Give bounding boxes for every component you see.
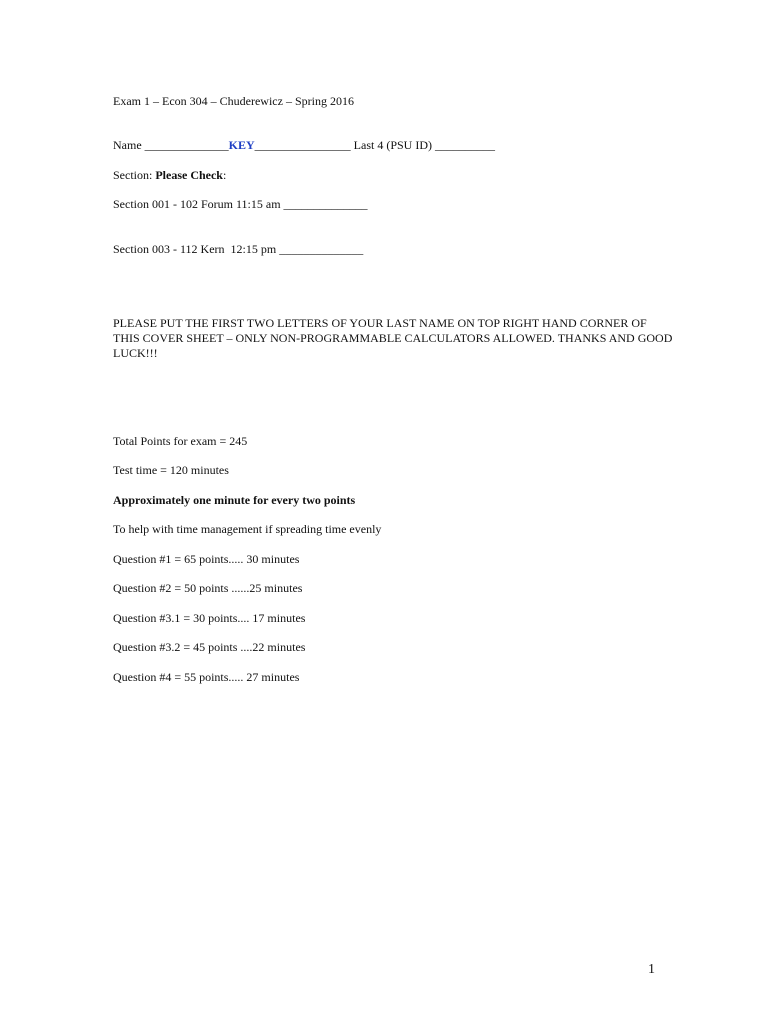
page-number: 1 (648, 962, 655, 977)
psu-id-field: Last 4 (PSU ID) __________ (350, 138, 495, 152)
test-time: Test time = 120 minutes (113, 463, 229, 477)
question-3-2-allocation: Question #3.2 = 45 points ....22 minutes (113, 640, 306, 654)
name-blank-after: ________________ (254, 138, 351, 152)
answer-key-label: KEY (228, 138, 255, 152)
name-line (113, 138, 495, 153)
please-check-label: Please Check (155, 168, 223, 182)
name-blank-before: ______________ (141, 138, 229, 152)
section-heading (113, 168, 226, 183)
time-management-note: To help with time management if spreading time evenly (113, 522, 382, 536)
section-colon: : (222, 168, 227, 182)
question-3-1-allocation: Question #3.1 = 30 points.... 17 minutes (113, 611, 306, 625)
question-4-allocation: Question #4 = 55 points..... 27 minutes (113, 670, 300, 684)
name-label: Name (113, 138, 142, 152)
section-label: Section: (113, 168, 156, 182)
approx-guideline: Approximately one minute for every two points (113, 493, 356, 507)
section-option-001: Section 001 - 102 Forum 11:15 am ______________ (113, 197, 368, 211)
exam-title: Exam 1 – Econ 304 – Chuderewicz – Spring 2016 (113, 94, 354, 108)
question-1-allocation: Question #1 = 65 points..... 30 minutes (113, 552, 300, 566)
total-points: Total Points for exam = 245 (113, 434, 248, 448)
instructions-paragraph: PLEASE PUT THE FIRST TWO LETTERS OF YOUR LAST NAME ON TOP RIGHT HAND CORNER OF THIS COVER SHEET – ONLY NON-PROGRAMMABLE CALCULATORS ALLOWED. THANKS AND GOOD LUCK!!! (113, 316, 673, 360)
section-option-003: Section 003 - 112 Kern 12:15 pm ______________ (113, 242, 364, 256)
question-2-allocation: Question #2 = 50 points ......25 minutes (113, 581, 303, 595)
